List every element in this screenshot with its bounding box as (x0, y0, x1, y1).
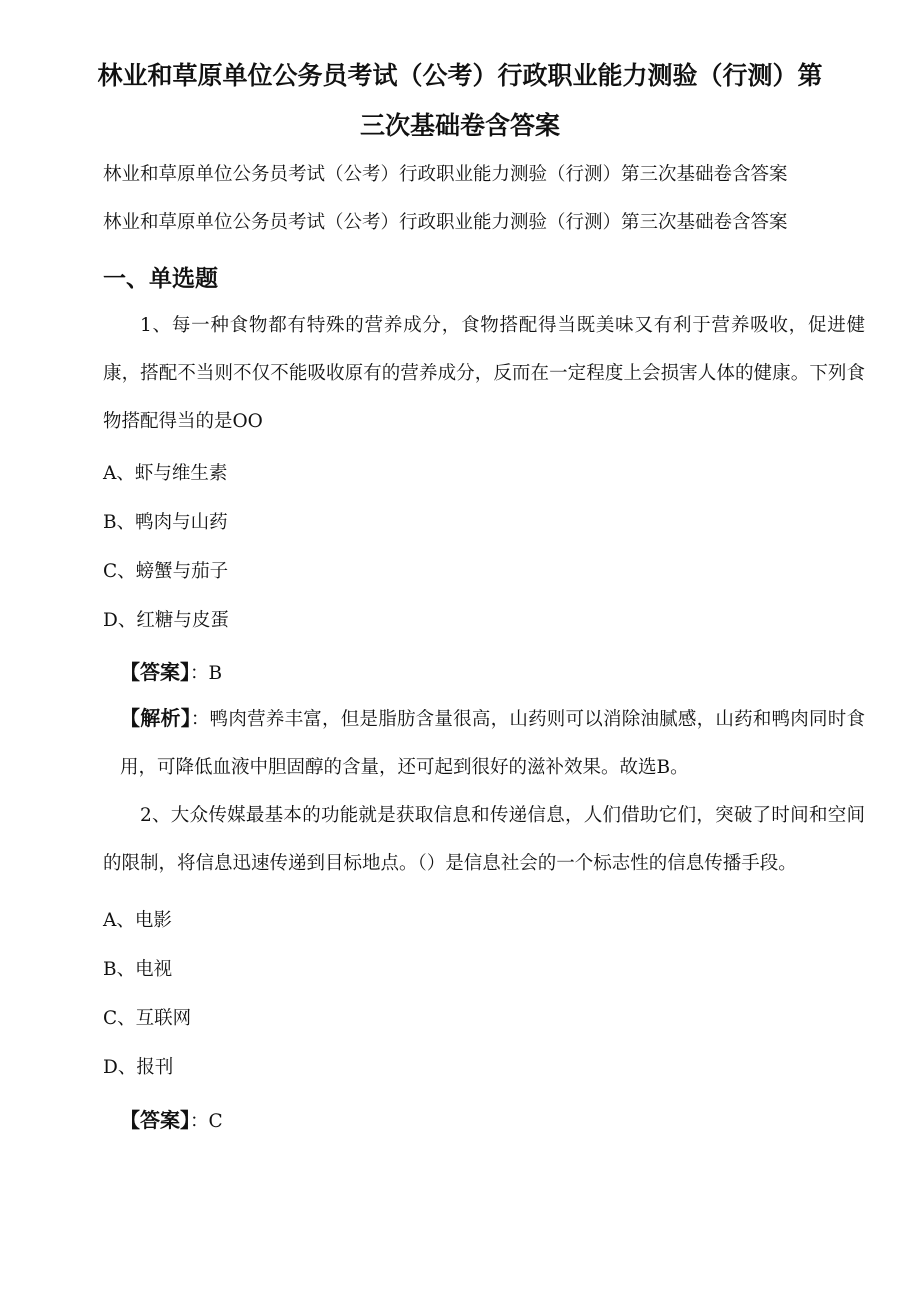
question-2-option-a: A、电影 (103, 910, 172, 931)
document-subtitle: 林业和草原单位公务员考试（公考）行政职业能力测验（行测）第三次基础卷含答案 (103, 212, 788, 233)
answer-label: 【答案】 (120, 660, 190, 684)
question-2-option-c: C、互联网 (103, 1008, 192, 1029)
analysis-label: 【解析】 (120, 706, 191, 730)
answer-value: ：B (190, 663, 223, 684)
question-2-option-b: B、电视 (103, 959, 173, 980)
question-1-option-d: D、红糖与皮蛋 (103, 610, 229, 631)
question-1-answer (120, 656, 222, 685)
answer-label: 【答案】 (120, 1108, 190, 1132)
question-2-answer (120, 1104, 223, 1133)
analysis-text: ：鸭肉营养丰富，但是脂肪含量很高，山药则可以消除油腻感，山药和鸭肉同时食用，可降低血液中胆固醇的含量，还可起到很好的滋补效果。故选B。 (120, 709, 865, 778)
question-1-option-a: A、虾与维生素 (103, 463, 228, 484)
question-1-stem: 1、每一种食物都有特殊的营养成分，食物搭配得当既美味又有利于营养吸收，促进健康，搭配不当则不仅不能吸收原有的营养成分，反而在一定程度上会损害人体的健康。下列食物搭配得当的是OO (103, 315, 865, 432)
question-2-stem: 2、大众传媒最基本的功能就是获取信息和传递信息，人们借助它们，突破了时间和空间的限制，将信息迅速传递到目标地点。（）是信息社会的一个标志性的信息传播手段。 (103, 805, 865, 874)
section-heading: 一、单选题 (103, 266, 218, 292)
question-2-option-d: D、报刊 (103, 1057, 174, 1078)
answer-value: ：C (190, 1111, 223, 1132)
question-1-option-b: B、鸭肉与山药 (103, 512, 228, 533)
document-subtitle: 林业和草原单位公务员考试（公考）行政职业能力测验（行测）第三次基础卷含答案 (103, 164, 788, 185)
document-title-line-1: 林业和草原单位公务员考试（公考）行政职业能力测验（行测）第 (97, 61, 823, 90)
question-1-analysis (103, 694, 865, 792)
document-title-line-2: 三次基础卷含答案 (359, 111, 560, 140)
question-1-option-c: C、螃蟹与茄子 (103, 561, 229, 582)
